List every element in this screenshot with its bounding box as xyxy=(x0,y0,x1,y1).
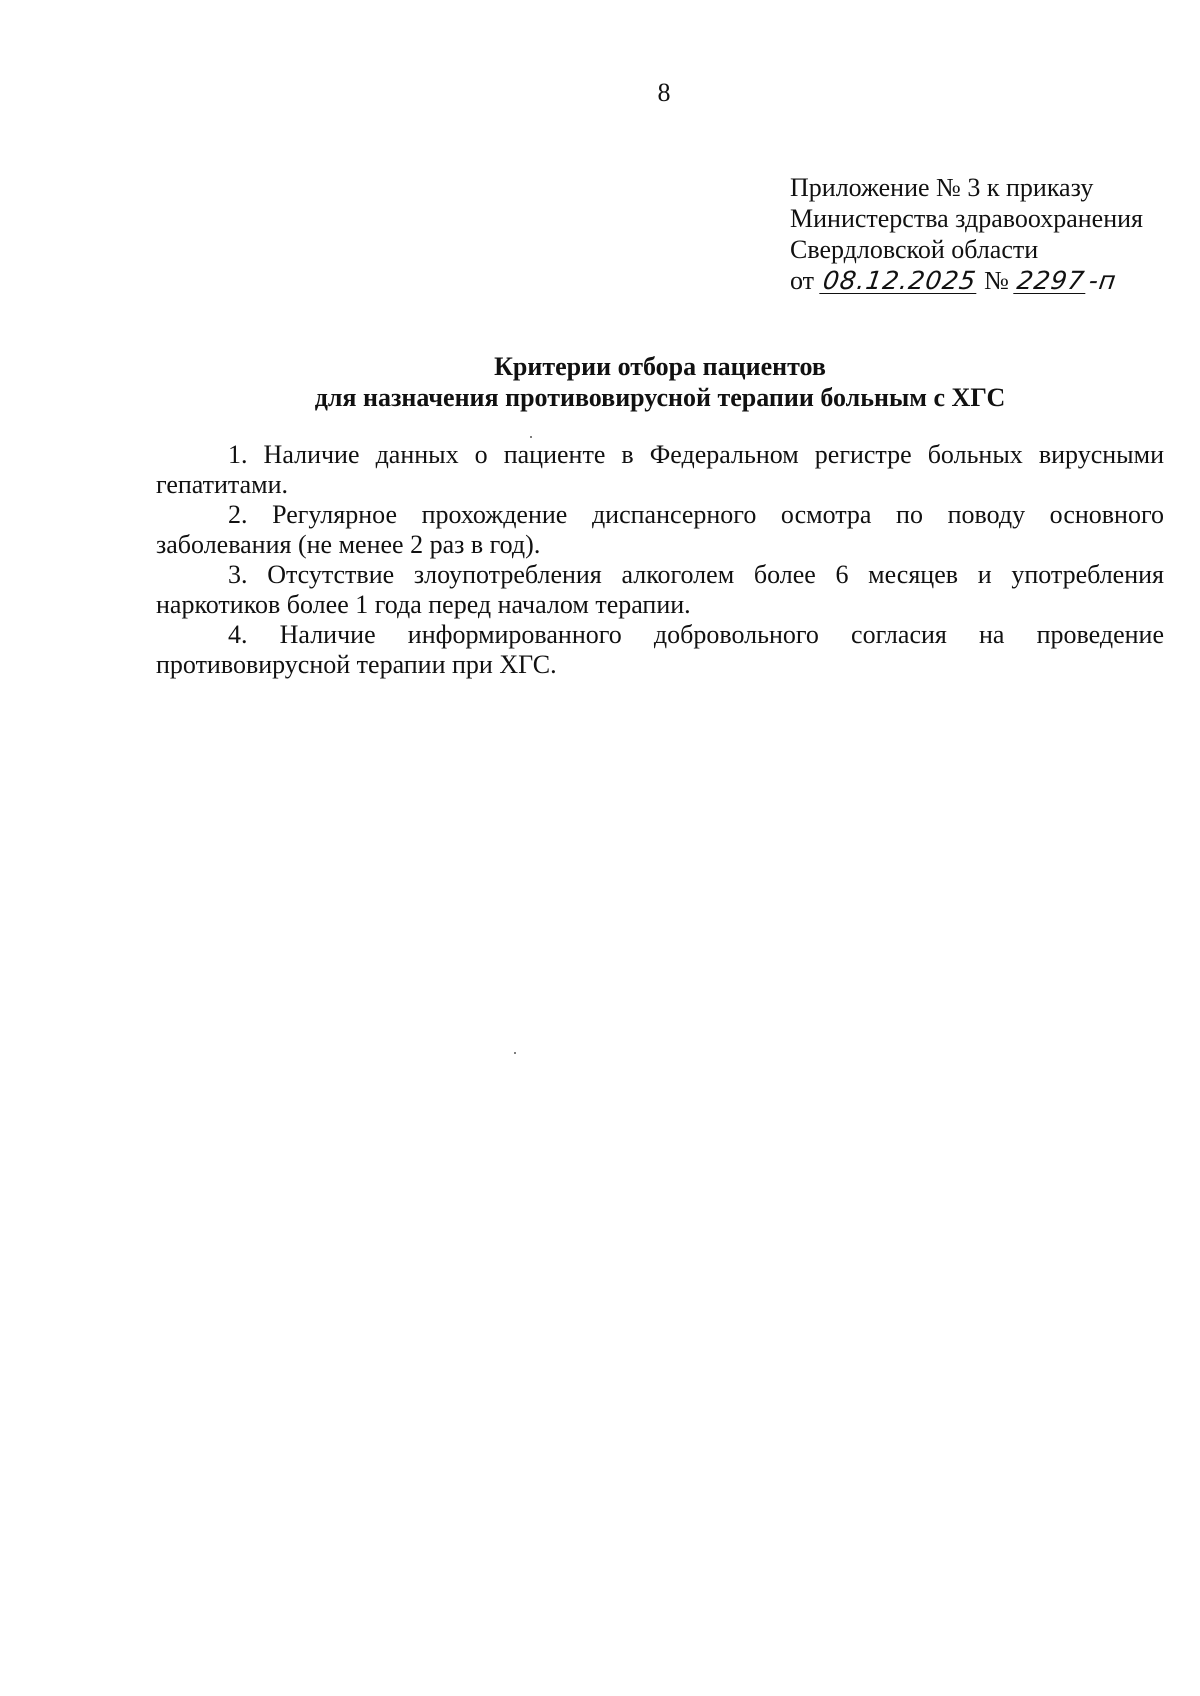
handwritten-date: 08.12.2025 xyxy=(820,266,978,295)
criteria-list xyxy=(156,440,1164,680)
appendix-header xyxy=(790,172,1143,296)
criteria-item-1: 1. Наличие данных о пациенте в Федеральном регистре больных вирусными гепатитами. xyxy=(156,440,1164,499)
handwritten-number-suffix: -п xyxy=(1087,266,1119,295)
number-sign: № xyxy=(984,266,1009,295)
appendix-line-2: Министерства здравоохранения xyxy=(790,204,1143,233)
criteria-item-2: 2. Регулярное прохождение диспансерного осмотра по поводу основного заболевания (не менее 2 раз в год). xyxy=(156,500,1164,559)
criteria-item-3: 3. Отсутствие злоупотребления алкоголем более 6 месяцев и употребления наркотиков более 1 года перед началом терапии. xyxy=(156,560,1164,619)
title-line-2: для назначения противовирусной терапии больным с ХГС xyxy=(314,383,1006,412)
document-title xyxy=(150,351,1170,413)
page-number: 8 xyxy=(657,78,671,107)
handwritten-number: 2297 xyxy=(1015,266,1088,295)
title-line-1: Критерии отбора пациентов xyxy=(494,352,826,381)
appendix-line-1: Приложение № 3 к приказу xyxy=(790,173,1094,202)
scan-speck xyxy=(514,1052,516,1054)
appendix-line-3: Свердловской области xyxy=(790,235,1039,264)
date-prefix: от xyxy=(790,266,815,295)
appendix-date-line xyxy=(790,265,1143,296)
scan-speck xyxy=(530,436,532,438)
criteria-item-4: 4. Наличие информированного добровольного согласия на проведение противовирусной терапии при ХГС. xyxy=(156,620,1164,679)
